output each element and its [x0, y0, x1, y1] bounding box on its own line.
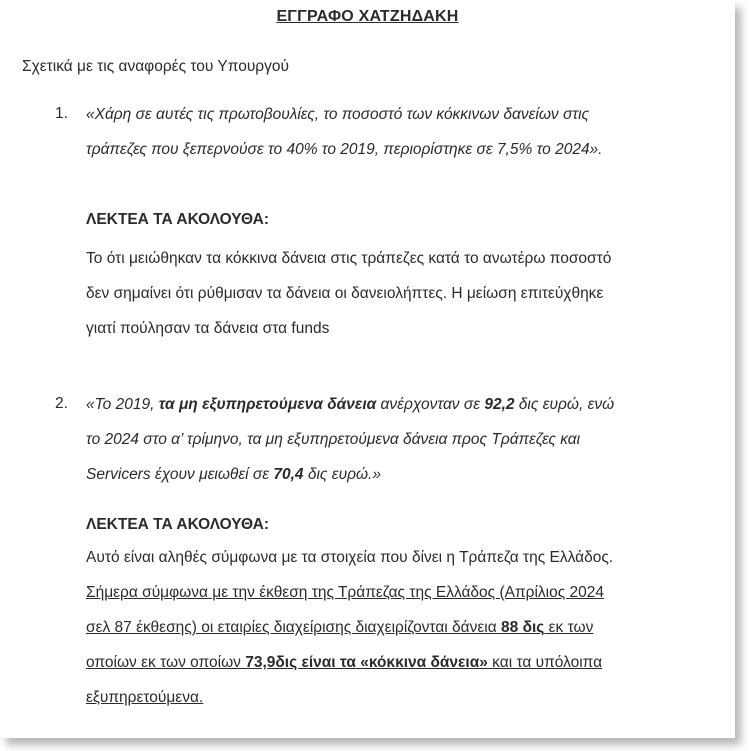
quote-text: «Το 2019, [86, 396, 159, 413]
item-2-heading: ΛΕΚΤΕΑ ΤΑ ΑΚΟΛΟΥΘΑ: [86, 516, 270, 533]
document-title: ΕΓΓΡΑΦΟ ΧΑΤΖΗΔΑΚΗ [276, 8, 459, 25]
paragraph-line: Αυτό είναι αληθές σύμφωνα με τα στοιχεία που δίνει η Τράπεζα της Ελλάδος. [86, 549, 614, 566]
paragraph-line-underlined: Σήμερα σύμφωνα με την έκθεση της Τράπεζας της Ελλάδος (Απρίλιος 2024 [86, 584, 604, 601]
item-1-quote-line: τράπεζες που ξεπερνούσε το 40% το 2019, περιορίστηκε σε 7,5% το 2024». [86, 141, 603, 158]
intro-line: Σχετικά με τις αναφορές του Υπουργού [22, 58, 289, 75]
paragraph-text: σελ 87 έκθεσης) οι εταιρίες διαχείρισης διαχειρίζονται δάνεια [86, 619, 502, 636]
paragraph-line-underlined [86, 645, 706, 680]
item-2-quote-line [86, 457, 706, 492]
item-2-quote-line: το 2024 στο α’ τρίμηνο, τα μη εξυπηρετούμενα δάνεια προς Τράπεζες και [86, 431, 581, 448]
paragraph-line: γιατί πούλησαν τα δάνεια στα funds [86, 320, 330, 337]
item-2-number: 2. [55, 395, 68, 412]
quote-text: ανέρχονταν σε [376, 396, 485, 413]
item-2-quote-line [86, 387, 706, 422]
item-1-quote [86, 97, 706, 167]
paragraph-line-underlined [86, 610, 706, 645]
quote-text: δις ευρώ.» [303, 466, 381, 483]
paragraph-line-underlined: εξυπηρετούμενα. [86, 689, 204, 706]
quote-text: δις ευρώ, ενώ [514, 396, 615, 413]
item-1-heading: ΛΕΚΤΕΑ ΤΑ ΑΚΟΛΟΥΘΑ: [86, 211, 270, 228]
item-1-paragraph [86, 241, 706, 346]
quote-bold: τα μη εξυπηρετούμενα δάνεια [158, 396, 377, 413]
quote-text: Servicers έχουν μειωθεί σε [86, 466, 274, 483]
item-2-quote [86, 387, 706, 492]
paragraph-bold-text: 73,9δις είναι τα «κόκκινα δάνεια» [245, 654, 488, 671]
paragraph-text: εκ των [544, 619, 594, 636]
quote-bold-value: 70,4 [273, 466, 304, 483]
item-1-quote-line: «Χάρη σε αυτές τις πρωτοβουλίες, το ποσοστό των κόκκινων δανείων στις [86, 106, 590, 123]
item-1-number: 1. [55, 105, 68, 122]
paragraph-text: οποίων εκ των οποίων [86, 654, 246, 671]
paragraph-text: και τα υπόλοιπα [487, 654, 603, 671]
item-2-paragraph [86, 540, 706, 715]
quote-bold-value: 92,2 [484, 396, 515, 413]
paragraph-bold-value: 88 δις [501, 619, 545, 636]
paragraph-line: Το ότι μειώθηκαν τα κόκκινα δάνεια στις τράπεζες κατά το ανωτέρω ποσοστό [86, 250, 612, 267]
paragraph-line: δεν σημαίνει ότι ρύθμισαν τα δάνεια οι δανειολήπτες. Η μείωση επιτεύχθηκε [86, 285, 604, 302]
